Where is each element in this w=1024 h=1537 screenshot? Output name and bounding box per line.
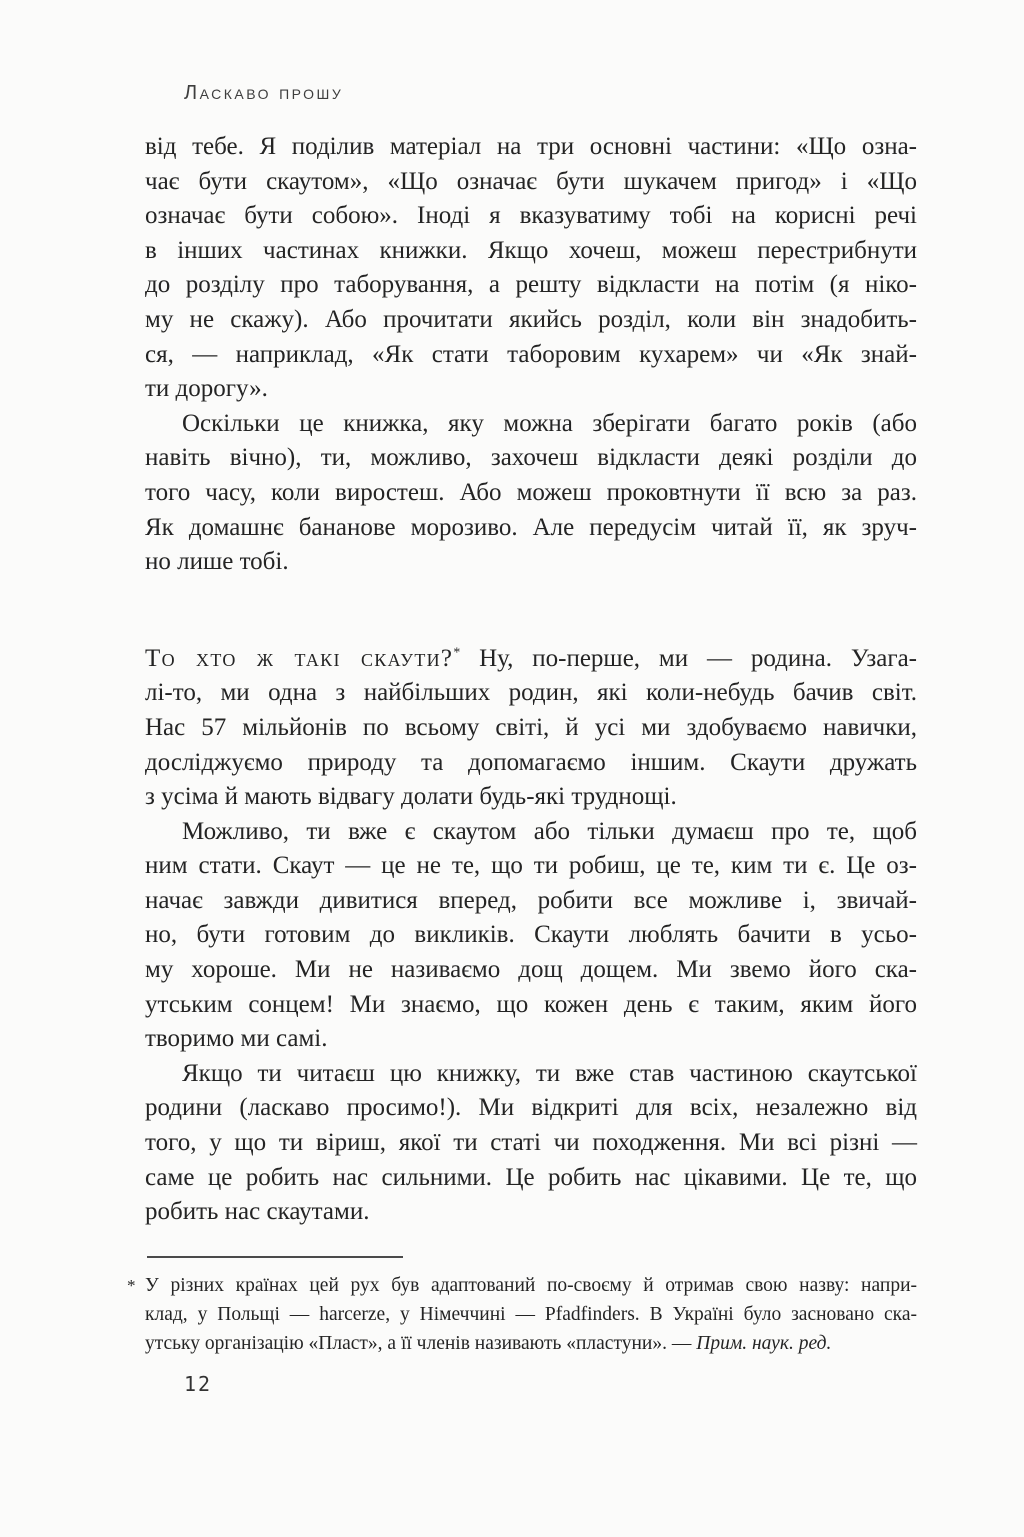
text-line: му не скажу). Або прочитати якийсь розділ, коли він знадобить- [145,305,917,333]
text-line: Можливо, ти вже є скаутом або тільки думаєш про те, щоб [182,817,917,845]
text-line: начає завжди дивитися вперед, робити все можливе і, звичай- [145,886,917,914]
footnote-marker: * [127,1276,136,1295]
text-line: означає бути собою». Іноді я вказуватиму тобі на корисні речі [145,202,917,230]
text-line: ся, — наприклад, «Як стати таборовим кухарем» чи «Як знай- [145,340,917,368]
text-line: до розділу про таборування, а решту відкласти на потім (я ніко- [145,271,917,299]
section-opener: То хто ж такі скаути? [145,644,454,672]
text-line: лі-то, ми одна з найбільших родин, які коли-небудь бачив світ. [145,679,917,707]
text-line: в інших частинах книжки. Якщо хочеш, можеш перестрибнути [145,236,917,264]
body-text [145,130,917,1230]
text-line: від тебе. Я поділив матеріал на три основні частини: «Що озна- [145,133,917,160]
text-line: саме це робить нас сильними. Це робить нас цікавими. Це те, що [145,1163,917,1191]
footnote-separator [147,1256,403,1258]
text-line: родини (ласкаво просимо!). Ми відкриті для всіх, незалежно від [145,1094,917,1122]
page-number: 12 [184,1372,213,1396]
text-line: Оскільки це книжка, яку можна зберігати багато років (або [182,409,917,437]
text-line: Нас 57 мільйонів по всьому світі, й усі ми здобуваємо навички, [145,713,917,741]
paragraph [145,130,917,407]
footnote-line: утську організацію «Пласт», а її членів називають «пластуни». — Прим. наук. ред. [145,1333,832,1354]
text-line: робить нас скаутами. [145,1198,370,1226]
paragraph [145,815,917,1057]
text-line: того часу, коли виростеш. Або можеш проковтнути її всю за раз. [145,478,917,506]
text-line: Як домашнє бананове морозиво. Але передусім читай її, як зруч- [145,513,917,541]
paragraph [145,642,917,815]
footnote-ref-asterisk: * [453,644,461,660]
paragraph [145,1057,917,1230]
text-line: чає бути скаутом», «Що означає бути шукачем пригод» і «Що [145,167,917,195]
text-line: утським сонцем! Ми знаємо, що кожен день є таким, яким його [145,990,917,1018]
text-line: То хто ж такі скаути?* Ну, по-перше, ми — родина. Узага- [145,644,917,672]
running-head: Ласкаво прошу [184,82,344,104]
paragraph [145,407,917,580]
footnote [127,1256,917,1358]
text-line: досліджуємо природу та допомагаємо іншим. Скаути дружать [145,748,917,776]
text-line: му хороше. Ми не називаємо дощ дощем. Ми звемо його ска- [145,956,917,984]
footnote-lines [145,1271,917,1358]
text-line: того, у що ти віриш, якої ти статі чи походження. Ми всі різні — [145,1129,917,1157]
text-line: навіть вічно), ти, можливо, захочеш відкласти деякі розділи до [145,444,917,472]
text-line: Якщо ти читаєш цю книжку, ти вже став частиною скаутської [182,1059,917,1087]
text-line: ти дорогу». [145,375,268,403]
footnote-line: У різних країнах цей рух був адаптований по-своєму й отримав свою назву: напри- [145,1275,917,1296]
footnote-line: клад, у Польщі — harcerze, у Німеччині — Pfadfinders. В Україні було засновано ска- [145,1304,917,1325]
footnote-editor-note: Прим. наук. ред. [696,1333,832,1354]
footnote-body [127,1271,917,1358]
text-line: з усіма й мають відвагу долати будь-які труднощі. [145,783,677,811]
text-line: но, бути готовим до викликів. Скаути люблять бачити в усьо- [145,921,917,949]
text-line: но лише тобі. [145,548,289,576]
text-line: творимо ми самі. [145,1025,328,1053]
text-line: ним стати. Скаут — це не те, що ти робиш, це те, ким ти є. Це оз- [145,852,917,880]
